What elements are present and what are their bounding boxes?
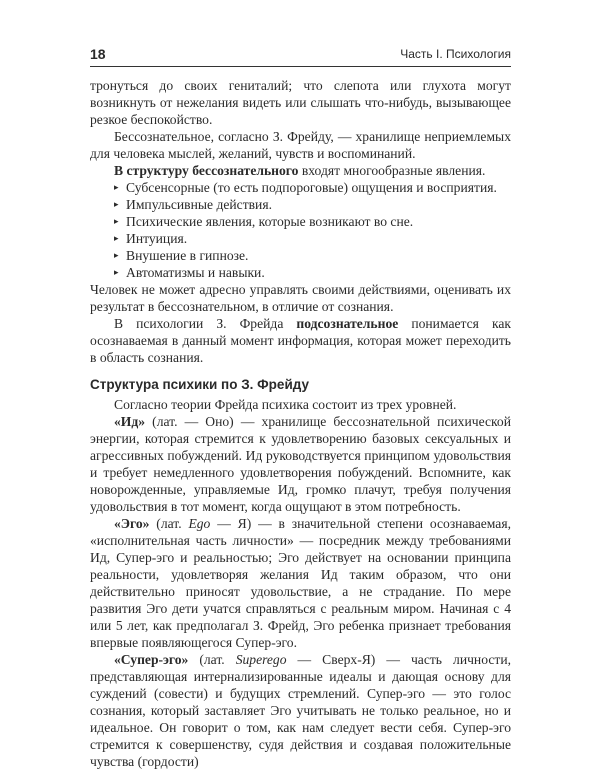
bullet-icon: ▸ <box>114 199 119 209</box>
list-item-text: Автоматизмы и навыки. <box>126 265 265 280</box>
bold-term: подсознательное <box>296 316 399 331</box>
paragraph-text: входят многообразные явления. <box>298 163 486 178</box>
bold-term: «Ид» <box>114 414 146 429</box>
paragraph-text: — Я) — в значительной степени осознаваемая, «исполнительная часть личности» — посредник между требованиями Ид, Супер-эго и реальностью; Эго действует на основании принципа реальности, удовлетворяя желания Ид таким образом, что они действительно приносят удовольствие, а не страдание. По мере развития Эго дети учатся справляться с реальным миром. Начиная с 4 или 5 лет, как предполагал З. Фрейд, Эго ребенка признает требования впервые появляющегося Супер-эго. <box>90 516 511 650</box>
list-item <box>90 247 511 264</box>
page-header <box>90 44 511 67</box>
paragraph-text: — Сверх-Я) — часть личности, представляющая интернализированные идеалы и дающая основу для суждений (совести) и будущих стремлений. Супер-эго — это голос сознания, который заставляет Эго учитывать не только реальное, но и идеальное. Он говорит о том, как нам следует вести себя. Супер-эго стремится к совершенству, судя действия и создавая положительные чувства (гордости) <box>90 652 511 769</box>
paragraph-text: понимается как осознаваемая в данный момент информация, которая может переходить в область сознания. <box>90 316 511 365</box>
list-item <box>90 196 511 213</box>
paragraph-text: (лат. <box>149 516 189 531</box>
bold-term: «Эго» <box>114 516 150 531</box>
paragraph-superego <box>90 651 511 770</box>
list-item-text: Субсенсорные (то есть подпороговые) ощущения и восприятия. <box>126 180 497 195</box>
paragraph-id <box>90 413 511 515</box>
italic-term: Superego <box>235 652 287 667</box>
paragraph-unconscious-definition: Бессознательное, согласно З. Фрейду, — хранилище неприемлемых для человека мыслей, желаний, чувств и воспоминаний. <box>90 129 511 161</box>
bullet-icon: ▸ <box>114 233 119 243</box>
bullet-icon: ▸ <box>114 182 119 192</box>
paragraph-unconscious-structure <box>90 162 511 179</box>
bold-term: «Супер-эго» <box>114 652 189 667</box>
list-item <box>90 264 511 281</box>
paragraph-text: (лат. <box>188 652 236 667</box>
paragraph-control: Человек не может адресно управлять своими действиями, оценивать их результат в бессознательном, в отличие от сознания. <box>90 282 511 314</box>
list-item <box>90 179 511 196</box>
bullet-icon: ▸ <box>114 216 119 226</box>
running-title: Часть I. Психология <box>400 47 511 61</box>
paragraph-text: (лат. — Оно) — хранилище бессознательной психической энергии, которая стремится к удовлетворению базовых сексуальных и агрессивных побуждений. Ид руководствуется принципом удовольствия и требует немедленного удовлетворения побуждений. Вспомните, как новорожденные, управляемые Ид, громко плачут, требуя получения удовольствия в тот момент, когда ощущают в этом потребность. <box>90 414 511 514</box>
paragraph-subconscious <box>90 315 511 366</box>
bullet-icon: ▸ <box>114 250 119 260</box>
page-body <box>90 77 511 770</box>
paragraph-ego <box>90 515 511 651</box>
paragraph-continued: тронуться до своих гениталий; что слепота или глухота могут возникнуть от нежелания видеть или слышать что-нибудь, вызывающее резкое беспокойство. <box>90 78 511 127</box>
bold-term: В структуру бессознательного <box>114 163 299 178</box>
list-item <box>90 213 511 230</box>
list-item-text: Импульсивные действия. <box>126 197 272 212</box>
page-number: 18 <box>90 46 106 62</box>
list-item <box>90 230 511 247</box>
list-item-text: Внушение в гипнозе. <box>126 248 249 263</box>
italic-term: Ego <box>188 516 211 531</box>
list-item-text: Психические явления, которые возникают во сне. <box>126 214 414 229</box>
section-heading: Структура психики по З. Фрейду <box>90 377 309 392</box>
paragraph-text: В психологии З. Фрейда <box>114 316 297 331</box>
paragraph-levels: Согласно теории Фрейда психика состоит из трех уровней. <box>114 397 457 412</box>
bullet-icon: ▸ <box>114 267 119 277</box>
list-item-text: Интуиция. <box>126 231 188 246</box>
